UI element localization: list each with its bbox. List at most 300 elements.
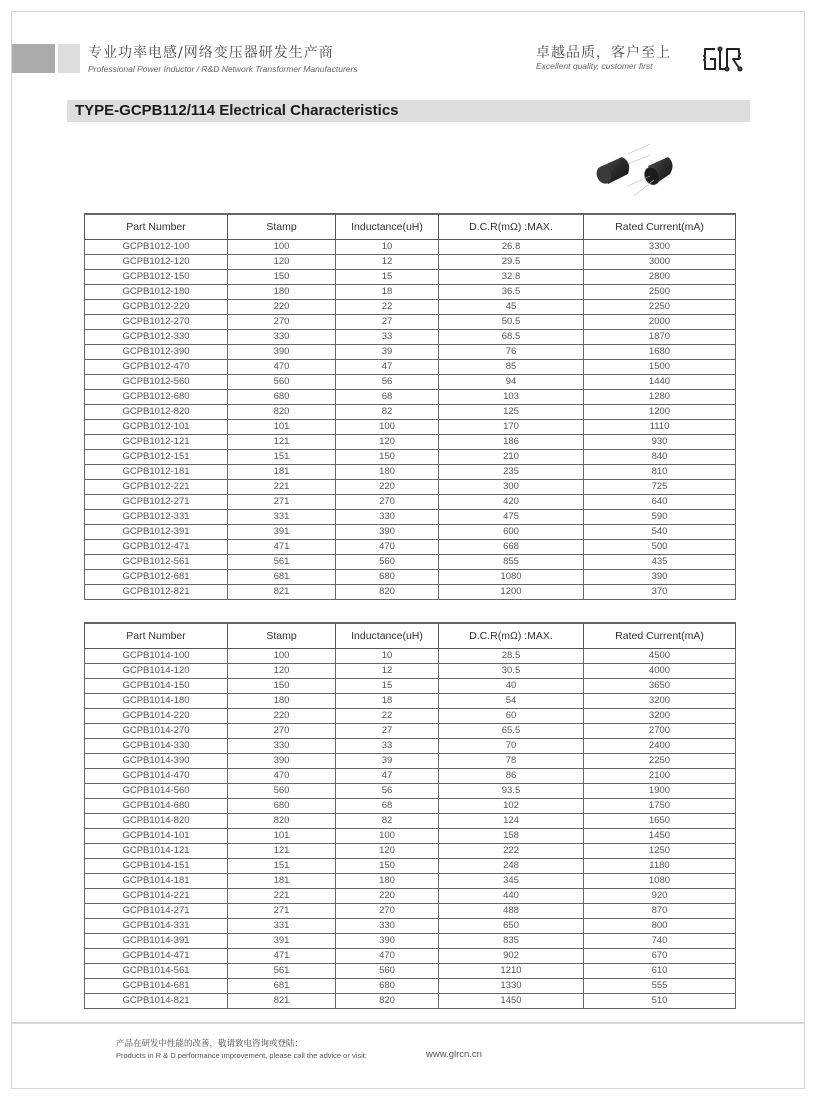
- inductance-cell: 18: [336, 694, 439, 709]
- dcr-cell: 60: [439, 709, 584, 724]
- dcr-cell: 45: [439, 300, 584, 315]
- table-row: [85, 904, 736, 919]
- table-row: [85, 270, 736, 285]
- inductance-cell: 15: [336, 679, 439, 694]
- column-header-part-number: Part Number: [85, 623, 228, 649]
- table-row: [85, 255, 736, 270]
- part-number-cell: GCPB1012-820: [85, 405, 228, 420]
- table-row: [85, 994, 736, 1009]
- column-header-part-number: Part Number: [85, 214, 228, 240]
- inductance-cell: 100: [336, 420, 439, 435]
- rated-current-cell: 3000: [584, 255, 736, 270]
- dcr-cell: 235: [439, 465, 584, 480]
- table-row: [85, 480, 736, 495]
- dcr-cell: 50.5: [439, 315, 584, 330]
- dcr-cell: 420: [439, 495, 584, 510]
- rated-current-cell: 800: [584, 919, 736, 934]
- part-number-cell: GCPB1012-121: [85, 435, 228, 450]
- table-row: [85, 844, 736, 859]
- table-row: [85, 315, 736, 330]
- table-row: [85, 919, 736, 934]
- footer-note-en: Products in R & D performance improvement, please call the advice or visit:: [116, 1051, 367, 1060]
- inductance-cell: 560: [336, 555, 439, 570]
- inductance-cell: 150: [336, 450, 439, 465]
- stamp-cell: 471: [228, 540, 336, 555]
- table-row: [85, 525, 736, 540]
- rated-current-cell: 555: [584, 979, 736, 994]
- rated-current-cell: 1200: [584, 405, 736, 420]
- rated-current-cell: 640: [584, 495, 736, 510]
- inductance-cell: 120: [336, 844, 439, 859]
- inductance-cell: 150: [336, 859, 439, 874]
- part-number-cell: GCPB1014-561: [85, 964, 228, 979]
- dcr-cell: 94: [439, 375, 584, 390]
- inductance-cell: 12: [336, 255, 439, 270]
- stamp-cell: 391: [228, 525, 336, 540]
- part-number-cell: GCPB1014-820: [85, 814, 228, 829]
- part-number-cell: GCPB1014-330: [85, 739, 228, 754]
- table-row: [85, 450, 736, 465]
- part-number-cell: GCPB1014-471: [85, 949, 228, 964]
- inductance-cell: 68: [336, 390, 439, 405]
- slogan-en: Excellent quality, customer first: [536, 61, 653, 71]
- dcr-cell: 30.5: [439, 664, 584, 679]
- rated-current-cell: 920: [584, 889, 736, 904]
- inductance-cell: 470: [336, 540, 439, 555]
- dcr-cell: 222: [439, 844, 584, 859]
- column-header-dcr: D.C.R(mΩ) :MAX.: [439, 214, 584, 240]
- stamp-cell: 820: [228, 814, 336, 829]
- rated-current-cell: 370: [584, 585, 736, 600]
- dcr-cell: 29.5: [439, 255, 584, 270]
- section-title: TYPE-GCPB112/114 Electrical Characteristics: [75, 102, 399, 119]
- rated-current-cell: 610: [584, 964, 736, 979]
- stamp-cell: 470: [228, 769, 336, 784]
- rated-current-cell: 590: [584, 510, 736, 525]
- table-row: [85, 724, 736, 739]
- stamp-cell: 271: [228, 495, 336, 510]
- inductance-cell: 82: [336, 405, 439, 420]
- part-number-cell: GCPB1012-470: [85, 360, 228, 375]
- inductance-cell: 47: [336, 769, 439, 784]
- website-link[interactable]: www.glrcn.cn: [426, 1049, 482, 1060]
- rated-current-cell: 3650: [584, 679, 736, 694]
- stamp-cell: 331: [228, 919, 336, 934]
- inductance-cell: 10: [336, 649, 439, 664]
- rated-current-cell: 435: [584, 555, 736, 570]
- rated-current-cell: 1750: [584, 799, 736, 814]
- stamp-cell: 180: [228, 694, 336, 709]
- stamp-cell: 331: [228, 510, 336, 525]
- table-row: [85, 510, 736, 525]
- dcr-cell: 488: [439, 904, 584, 919]
- dcr-cell: 28.5: [439, 649, 584, 664]
- dcr-cell: 124: [439, 814, 584, 829]
- table-row: [85, 739, 736, 754]
- part-number-cell: GCPB1014-560: [85, 784, 228, 799]
- dcr-cell: 54: [439, 694, 584, 709]
- inductance-cell: 560: [336, 964, 439, 979]
- inductance-cell: 680: [336, 570, 439, 585]
- column-header-inductance: Inductance(uH): [336, 214, 439, 240]
- part-number-cell: GCPB1012-821: [85, 585, 228, 600]
- table-row: [85, 435, 736, 450]
- column-header-dcr: D.C.R(mΩ) :MAX.: [439, 623, 584, 649]
- inductance-cell: 820: [336, 585, 439, 600]
- dcr-cell: 475: [439, 510, 584, 525]
- inductance-cell: 33: [336, 330, 439, 345]
- inductance-cell: 390: [336, 934, 439, 949]
- stamp-cell: 100: [228, 240, 336, 255]
- dcr-cell: 65.5: [439, 724, 584, 739]
- inductance-cell: 220: [336, 480, 439, 495]
- rated-current-cell: 2700: [584, 724, 736, 739]
- stamp-cell: 221: [228, 480, 336, 495]
- dcr-cell: 668: [439, 540, 584, 555]
- inductance-cell: 680: [336, 979, 439, 994]
- inductance-cell: 270: [336, 904, 439, 919]
- stamp-cell: 221: [228, 889, 336, 904]
- rated-current-cell: 1870: [584, 330, 736, 345]
- dcr-cell: 835: [439, 934, 584, 949]
- dcr-cell: 300: [439, 480, 584, 495]
- slogan-cn: 卓越品质，客户至上: [536, 45, 671, 61]
- rated-current-cell: 2800: [584, 270, 736, 285]
- dcr-cell: 76: [439, 345, 584, 360]
- part-number-cell: GCPB1012-151: [85, 450, 228, 465]
- part-number-cell: GCPB1012-270: [85, 315, 228, 330]
- table-row: [85, 754, 736, 769]
- dcr-cell: 93.5: [439, 784, 584, 799]
- glr-logo-icon: [701, 44, 751, 74]
- part-number-cell: GCPB1014-390: [85, 754, 228, 769]
- part-number-cell: GCPB1014-391: [85, 934, 228, 949]
- rated-current-cell: 870: [584, 904, 736, 919]
- rated-current-cell: 2500: [584, 285, 736, 300]
- part-number-cell: GCPB1012-561: [85, 555, 228, 570]
- rated-current-cell: 3200: [584, 709, 736, 724]
- column-header-stamp: Stamp: [228, 623, 336, 649]
- company-name-en: Professional Power Inductor / R&D Network Transformer Manufacturers: [88, 64, 358, 74]
- inductance-cell: 22: [336, 709, 439, 724]
- inductance-cell: 27: [336, 724, 439, 739]
- dcr-cell: 86: [439, 769, 584, 784]
- section-title-bar: [67, 100, 750, 122]
- footer-divider: [11, 1022, 805, 1024]
- table-row: [85, 360, 736, 375]
- table-body: [85, 649, 736, 1009]
- stamp-cell: 820: [228, 405, 336, 420]
- table-row: [85, 964, 736, 979]
- part-number-cell: GCPB1014-271: [85, 904, 228, 919]
- rated-current-cell: 740: [584, 934, 736, 949]
- part-number-cell: GCPB1012-271: [85, 495, 228, 510]
- table-row: [85, 495, 736, 510]
- inductance-cell: 120: [336, 435, 439, 450]
- rated-current-cell: 500: [584, 540, 736, 555]
- part-number-cell: GCPB1012-100: [85, 240, 228, 255]
- part-number-cell: GCPB1014-150: [85, 679, 228, 694]
- dcr-cell: 40: [439, 679, 584, 694]
- rated-current-cell: 810: [584, 465, 736, 480]
- dcr-cell: 440: [439, 889, 584, 904]
- rated-current-cell: 390: [584, 570, 736, 585]
- table-row: [85, 649, 736, 664]
- part-number-cell: GCPB1014-470: [85, 769, 228, 784]
- inductance-cell: 470: [336, 949, 439, 964]
- table-row: [85, 300, 736, 315]
- stamp-cell: 330: [228, 330, 336, 345]
- rated-current-cell: 670: [584, 949, 736, 964]
- stamp-cell: 150: [228, 270, 336, 285]
- stamp-cell: 151: [228, 450, 336, 465]
- part-number-cell: GCPB1014-681: [85, 979, 228, 994]
- dcr-cell: 345: [439, 874, 584, 889]
- dcr-cell: 186: [439, 435, 584, 450]
- stamp-cell: 270: [228, 315, 336, 330]
- dcr-cell: 170: [439, 420, 584, 435]
- inductance-cell: 270: [336, 495, 439, 510]
- dcr-cell: 68.5: [439, 330, 584, 345]
- inductance-cell: 27: [336, 315, 439, 330]
- table-row: [85, 664, 736, 679]
- stamp-cell: 681: [228, 979, 336, 994]
- inductance-cell: 56: [336, 375, 439, 390]
- dcr-cell: 1210: [439, 964, 584, 979]
- part-number-cell: GCPB1012-101: [85, 420, 228, 435]
- table-row: [85, 694, 736, 709]
- table-row: [85, 420, 736, 435]
- dcr-cell: 1200: [439, 585, 584, 600]
- table-row: [85, 555, 736, 570]
- table-row: [85, 375, 736, 390]
- inductance-cell: 18: [336, 285, 439, 300]
- stamp-cell: 150: [228, 679, 336, 694]
- table-row: [85, 585, 736, 600]
- part-number-cell: GCPB1012-330: [85, 330, 228, 345]
- stamp-cell: 101: [228, 829, 336, 844]
- table-header-row: [85, 214, 736, 240]
- part-number-cell: GCPB1014-151: [85, 859, 228, 874]
- rated-current-cell: 2100: [584, 769, 736, 784]
- inductance-cell: 330: [336, 510, 439, 525]
- header-decor-block-light: [58, 44, 80, 73]
- stamp-cell: 270: [228, 724, 336, 739]
- column-header-rated-current: Rated Current(mA): [584, 623, 736, 649]
- rated-current-cell: 4500: [584, 649, 736, 664]
- table-header-row: [85, 623, 736, 649]
- inductance-cell: 68: [336, 799, 439, 814]
- rated-current-cell: 930: [584, 435, 736, 450]
- table-row: [85, 814, 736, 829]
- rated-current-cell: 1180: [584, 859, 736, 874]
- part-number-cell: GCPB1014-181: [85, 874, 228, 889]
- column-header-rated-current: Rated Current(mA): [584, 214, 736, 240]
- table-row: [85, 330, 736, 345]
- table-row: [85, 949, 736, 964]
- dcr-cell: 1330: [439, 979, 584, 994]
- inductance-cell: 22: [336, 300, 439, 315]
- dcr-cell: 210: [439, 450, 584, 465]
- inductance-cell: 33: [336, 739, 439, 754]
- part-number-cell: GCPB1014-680: [85, 799, 228, 814]
- stamp-cell: 330: [228, 739, 336, 754]
- part-number-cell: GCPB1012-221: [85, 480, 228, 495]
- stamp-cell: 680: [228, 390, 336, 405]
- stamp-cell: 821: [228, 994, 336, 1009]
- rated-current-cell: 2000: [584, 315, 736, 330]
- stamp-cell: 120: [228, 664, 336, 679]
- dcr-cell: 158: [439, 829, 584, 844]
- stamp-cell: 391: [228, 934, 336, 949]
- header-decor-block-dark: [12, 44, 55, 73]
- inductance-cell: 180: [336, 465, 439, 480]
- table-row: [85, 240, 736, 255]
- part-number-cell: GCPB1012-120: [85, 255, 228, 270]
- inductance-cell: 330: [336, 919, 439, 934]
- part-number-cell: GCPB1012-331: [85, 510, 228, 525]
- table-row: [85, 889, 736, 904]
- inductance-cell: 180: [336, 874, 439, 889]
- dcr-cell: 36.5: [439, 285, 584, 300]
- stamp-cell: 121: [228, 435, 336, 450]
- rated-current-cell: 2400: [584, 739, 736, 754]
- table-row: [85, 769, 736, 784]
- part-number-cell: GCPB1014-331: [85, 919, 228, 934]
- table-row: [85, 345, 736, 360]
- stamp-cell: 180: [228, 285, 336, 300]
- part-number-cell: GCPB1014-180: [85, 694, 228, 709]
- dcr-cell: 1450: [439, 994, 584, 1009]
- column-header-stamp: Stamp: [228, 214, 336, 240]
- dcr-cell: 902: [439, 949, 584, 964]
- inductance-cell: 39: [336, 754, 439, 769]
- inductance-cell: 10: [336, 240, 439, 255]
- rated-current-cell: 3300: [584, 240, 736, 255]
- part-number-cell: GCPB1014-220: [85, 709, 228, 724]
- inductance-cell: 100: [336, 829, 439, 844]
- rated-current-cell: 1440: [584, 375, 736, 390]
- inductance-cell: 15: [336, 270, 439, 285]
- inductance-cell: 82: [336, 814, 439, 829]
- stamp-cell: 561: [228, 964, 336, 979]
- stamp-cell: 220: [228, 300, 336, 315]
- table-row: [85, 874, 736, 889]
- stamp-cell: 560: [228, 784, 336, 799]
- part-number-cell: GCPB1014-270: [85, 724, 228, 739]
- dcr-cell: 103: [439, 390, 584, 405]
- rated-current-cell: 1450: [584, 829, 736, 844]
- dcr-cell: 855: [439, 555, 584, 570]
- spec-table-gcpb1014: [84, 622, 736, 1009]
- stamp-cell: 470: [228, 360, 336, 375]
- stamp-cell: 680: [228, 799, 336, 814]
- dcr-cell: 125: [439, 405, 584, 420]
- part-number-cell: GCPB1012-471: [85, 540, 228, 555]
- radial-inductor-image: [588, 140, 678, 200]
- stamp-cell: 560: [228, 375, 336, 390]
- stamp-cell: 181: [228, 874, 336, 889]
- stamp-cell: 100: [228, 649, 336, 664]
- part-number-cell: GCPB1012-220: [85, 300, 228, 315]
- rated-current-cell: 1500: [584, 360, 736, 375]
- dcr-cell: 248: [439, 859, 584, 874]
- dcr-cell: 600: [439, 525, 584, 540]
- part-number-cell: GCPB1012-390: [85, 345, 228, 360]
- part-number-cell: GCPB1014-821: [85, 994, 228, 1009]
- stamp-cell: 561: [228, 555, 336, 570]
- rated-current-cell: 1110: [584, 420, 736, 435]
- rated-current-cell: 540: [584, 525, 736, 540]
- table-row: [85, 859, 736, 874]
- rated-current-cell: 2250: [584, 300, 736, 315]
- table-row: [85, 405, 736, 420]
- rated-current-cell: 1650: [584, 814, 736, 829]
- rated-current-cell: 4000: [584, 664, 736, 679]
- inductance-cell: 47: [336, 360, 439, 375]
- stamp-cell: 181: [228, 465, 336, 480]
- dcr-cell: 26.8: [439, 240, 584, 255]
- inductance-cell: 39: [336, 345, 439, 360]
- inductance-cell: 56: [336, 784, 439, 799]
- dcr-cell: 70: [439, 739, 584, 754]
- rated-current-cell: 3200: [584, 694, 736, 709]
- table-body: [85, 240, 736, 600]
- stamp-cell: 821: [228, 585, 336, 600]
- inductance-cell: 12: [336, 664, 439, 679]
- part-number-cell: GCPB1012-681: [85, 570, 228, 585]
- dcr-cell: 102: [439, 799, 584, 814]
- stamp-cell: 151: [228, 859, 336, 874]
- table-row: [85, 390, 736, 405]
- inductance-cell: 220: [336, 889, 439, 904]
- rated-current-cell: 1900: [584, 784, 736, 799]
- part-number-cell: GCPB1012-150: [85, 270, 228, 285]
- stamp-cell: 121: [228, 844, 336, 859]
- dcr-cell: 85: [439, 360, 584, 375]
- rated-current-cell: 725: [584, 480, 736, 495]
- rated-current-cell: 1080: [584, 874, 736, 889]
- table-row: [85, 285, 736, 300]
- rated-current-cell: 2250: [584, 754, 736, 769]
- rated-current-cell: 1280: [584, 390, 736, 405]
- part-number-cell: GCPB1014-100: [85, 649, 228, 664]
- part-number-cell: GCPB1014-101: [85, 829, 228, 844]
- dcr-cell: 1080: [439, 570, 584, 585]
- stamp-cell: 120: [228, 255, 336, 270]
- inductance-cell: 390: [336, 525, 439, 540]
- part-number-cell: GCPB1014-121: [85, 844, 228, 859]
- table-row: [85, 465, 736, 480]
- stamp-cell: 471: [228, 949, 336, 964]
- dcr-cell: 32.8: [439, 270, 584, 285]
- spec-table-gcpb1012: [84, 213, 736, 600]
- stamp-cell: 681: [228, 570, 336, 585]
- column-header-inductance: Inductance(uH): [336, 623, 439, 649]
- dcr-cell: 78: [439, 754, 584, 769]
- table-row: [85, 829, 736, 844]
- table-row: [85, 934, 736, 949]
- rated-current-cell: 1680: [584, 345, 736, 360]
- stamp-cell: 220: [228, 709, 336, 724]
- table-row: [85, 784, 736, 799]
- part-number-cell: GCPB1012-391: [85, 525, 228, 540]
- stamp-cell: 390: [228, 754, 336, 769]
- table-row: [85, 679, 736, 694]
- footer-note-cn: 产品在研发中性能的改善，敬请致电咨询或登陆：: [116, 1039, 304, 1049]
- table-row: [85, 709, 736, 724]
- part-number-cell: GCPB1012-560: [85, 375, 228, 390]
